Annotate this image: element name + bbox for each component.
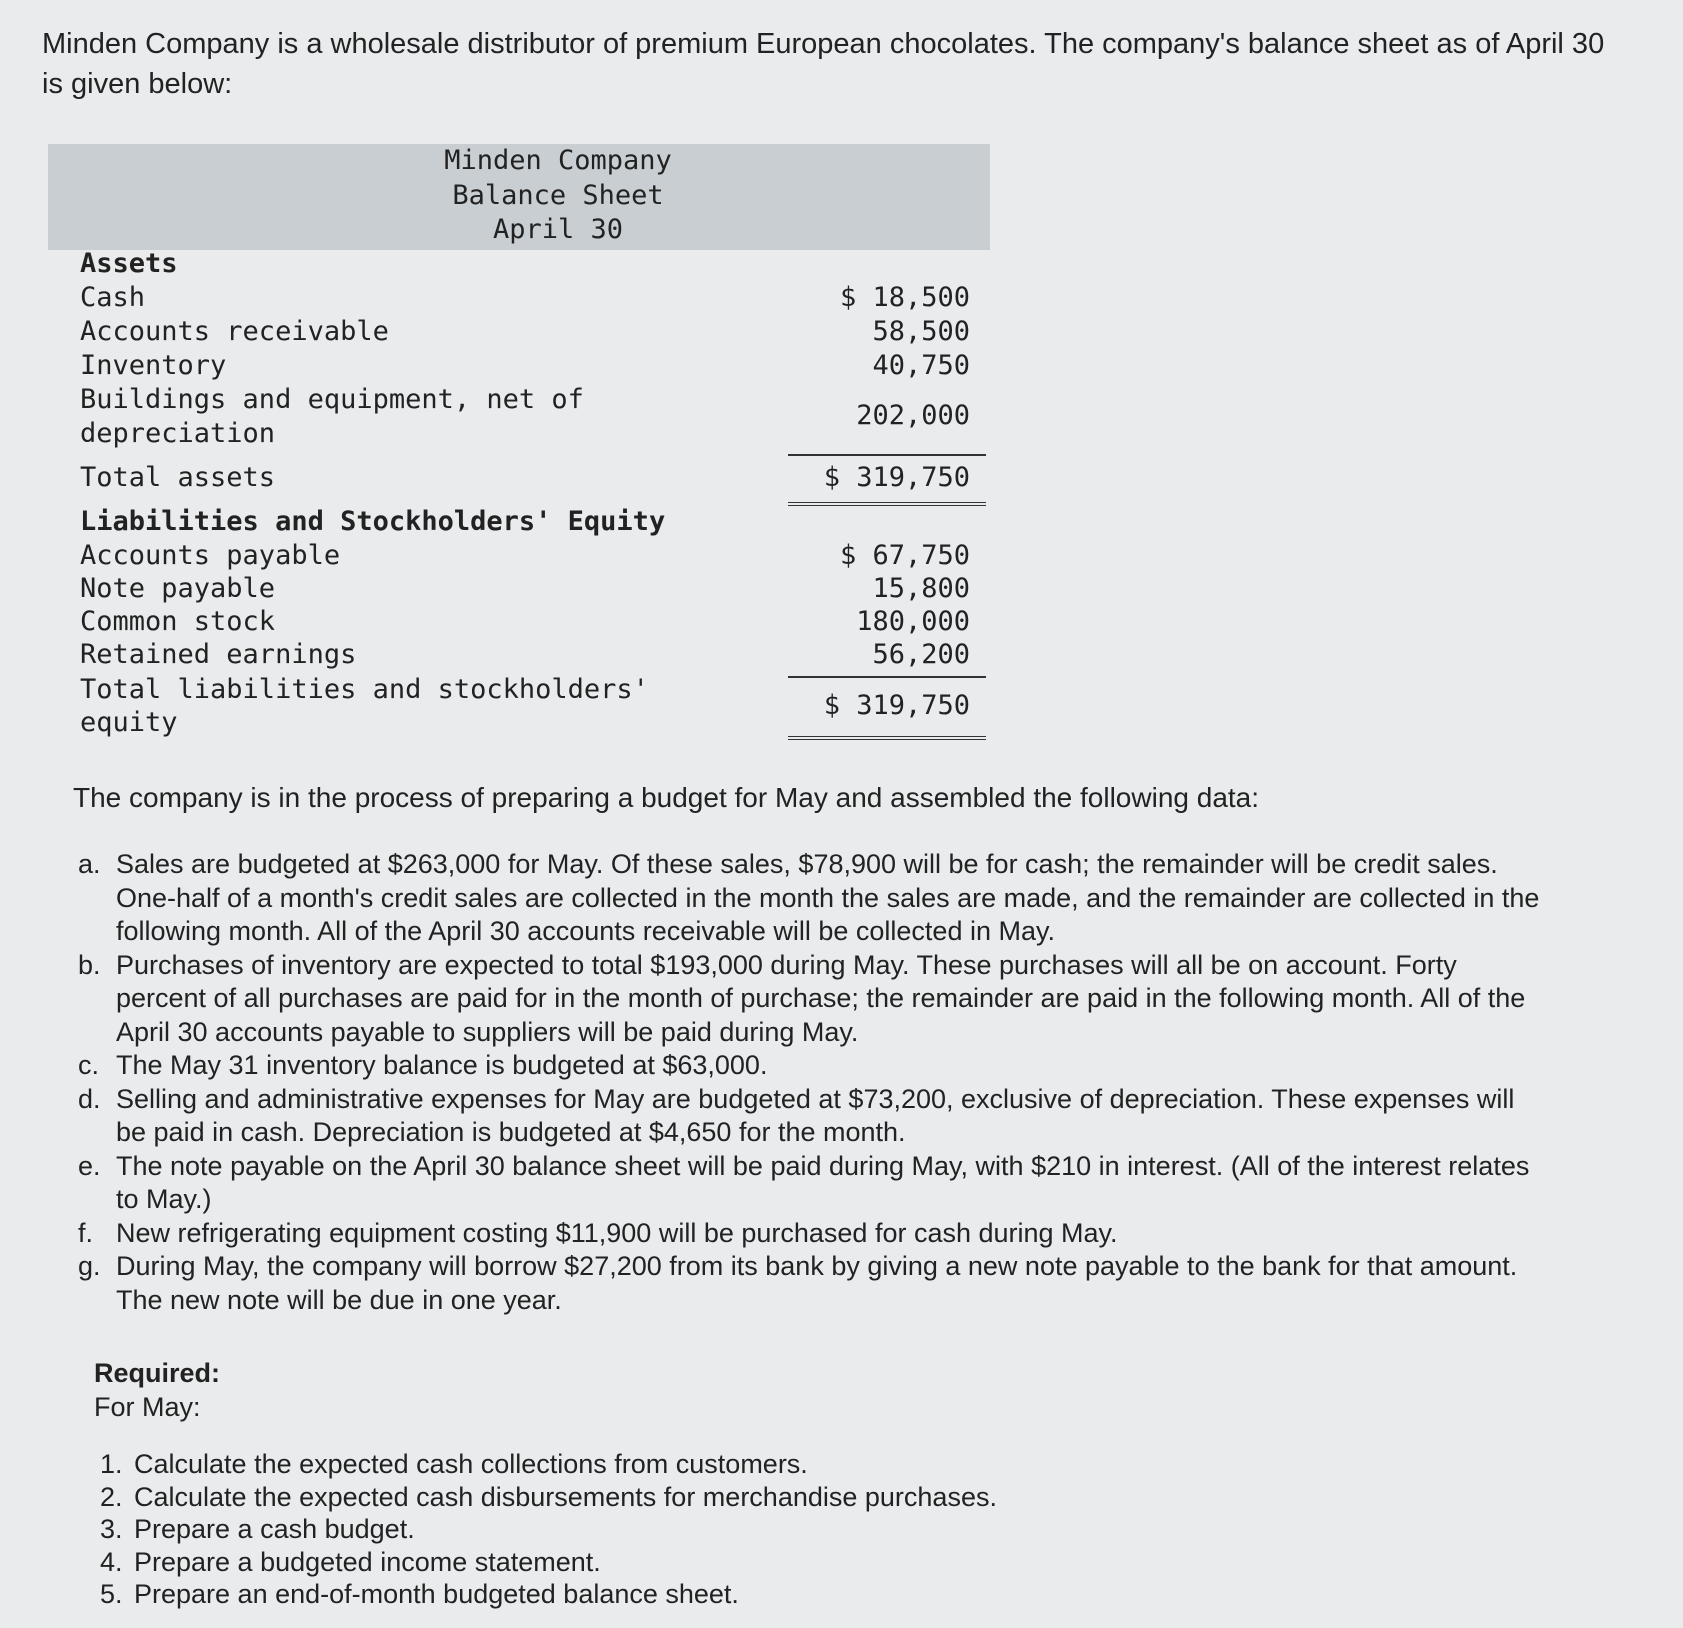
list-item: 2. Calculate the expected cash disbursements for merchandise purchases. bbox=[100, 1481, 997, 1512]
list-item: g. During May, the company will borrow $27,200 from its bank by giving a new note payable to the bank for that amount. The new note will be due in one year. bbox=[78, 1251, 1518, 1315]
row-label: Accounts receivable bbox=[80, 316, 389, 347]
list-item: f. New refrigerating equipment costing $11,900 will be purchased for cash during May. bbox=[78, 1217, 1118, 1248]
list-item: 1. Calculate the expected cash collections from customers. bbox=[100, 1449, 808, 1479]
underline bbox=[788, 676, 986, 678]
list-item: 3. Prepare a cash budget. bbox=[100, 1514, 415, 1544]
company-name: Minden Company bbox=[444, 145, 672, 176]
intro-line-1: Minden Company is a wholesale distributor of premium European chocolates. The company's balance sheet as of April 30 bbox=[42, 28, 1605, 60]
row-amount: 15,800 bbox=[872, 573, 970, 604]
budget-data-list bbox=[78, 848, 1638, 1317]
required-heading: Required: bbox=[94, 1358, 221, 1388]
row-label: Note payable bbox=[80, 573, 276, 604]
row-label-cont: depreciation bbox=[80, 418, 276, 449]
row-amount: 40,750 bbox=[872, 350, 970, 381]
intro-line-2: is given below: bbox=[42, 68, 233, 100]
row-amount: 180,000 bbox=[856, 606, 970, 637]
row-label: Retained earnings bbox=[80, 639, 357, 670]
list-item: e. The note payable on the April 30 balance sheet will be paid during May, with $210 in interest. (All of the interest relates to May.) bbox=[78, 1150, 1530, 1214]
double-underline bbox=[788, 502, 986, 506]
row-label: Total assets bbox=[80, 462, 276, 493]
row-label: Cash bbox=[80, 282, 146, 313]
intro-paragraph bbox=[42, 24, 1662, 104]
balance-sheet-header bbox=[48, 144, 990, 250]
balance-sheet: Minden Company Balance Sheet April 30 Assets Cash $ 18,500 Accounts receivable 58,500 Inventory 40,750 Buildings and equipment, net of depreciation 202,000 Total assets $ 319,750 Liabilities and Stockholders' Equity Accounts payable $ 67,750 Note payable 15,800 Common stock 180,000 Retained earnings 56,200 Total liabilities and stockholders' equity $ 319,750 bbox=[48, 144, 990, 250]
list-item: c. The May 31 inventory balance is budgeted at $63,000. bbox=[78, 1050, 768, 1080]
statement-title: Balance Sheet bbox=[452, 180, 664, 211]
statement-date: April 30 bbox=[492, 214, 624, 245]
list-item: b. Purchases of inventory are expected to total $193,000 during May. These purchases will all be on account. Forty percent of all purchases are paid for in the month of purchase; the remainder are paid in the following month. All of the April 30 accounts payable to suppliers will be paid during May. bbox=[78, 949, 1526, 1047]
row-amount: 56,200 bbox=[872, 639, 970, 670]
row-label: Accounts payable bbox=[80, 540, 341, 571]
list-item: d. Selling and administrative expenses for May are budgeted at $73,200, exclusive of depreciation. These expenses will be paid in cash. Depreciation is budgeted at $4,650 for the month. bbox=[78, 1083, 1515, 1147]
row-amount: $ 18,500 bbox=[839, 282, 970, 313]
row-amount: $ 67,750 bbox=[839, 540, 970, 571]
underline bbox=[788, 454, 986, 456]
list-item: a. Sales are budgeted at $263,000 for May. Of these sales, $78,900 will be for cash; the remainder will be credit sales. One-half of a month's credit sales are collected in the month the sales are made, and the remainder are collected in the following month. All of the April 30 accounts receivable will be collected in May. bbox=[78, 849, 1540, 946]
row-amount: 202,000 bbox=[856, 400, 970, 431]
row-amount: $ 319,750 bbox=[823, 690, 970, 721]
row-label: Total liabilities and stockholders' bbox=[80, 674, 649, 705]
required-list bbox=[100, 1448, 997, 1611]
row-amount: $ 319,750 bbox=[823, 462, 970, 493]
list-item: 4. Prepare a budgeted income statement. bbox=[100, 1546, 601, 1577]
row-label: Common stock bbox=[80, 606, 276, 637]
double-underline bbox=[788, 736, 986, 740]
row-amount: 58,500 bbox=[872, 316, 970, 347]
row-label: Inventory bbox=[80, 350, 227, 381]
row-label-cont: equity bbox=[80, 707, 178, 738]
list-item: 5. Prepare an end-of-month budgeted balance sheet. bbox=[100, 1579, 739, 1609]
row-label: Buildings and equipment, net of bbox=[80, 384, 584, 415]
required-section bbox=[94, 1356, 220, 1424]
budget-intro: The company is in the process of preparing a budget for May and assembled the following data: bbox=[73, 782, 1260, 813]
required-subheading: For May: bbox=[94, 1392, 201, 1422]
